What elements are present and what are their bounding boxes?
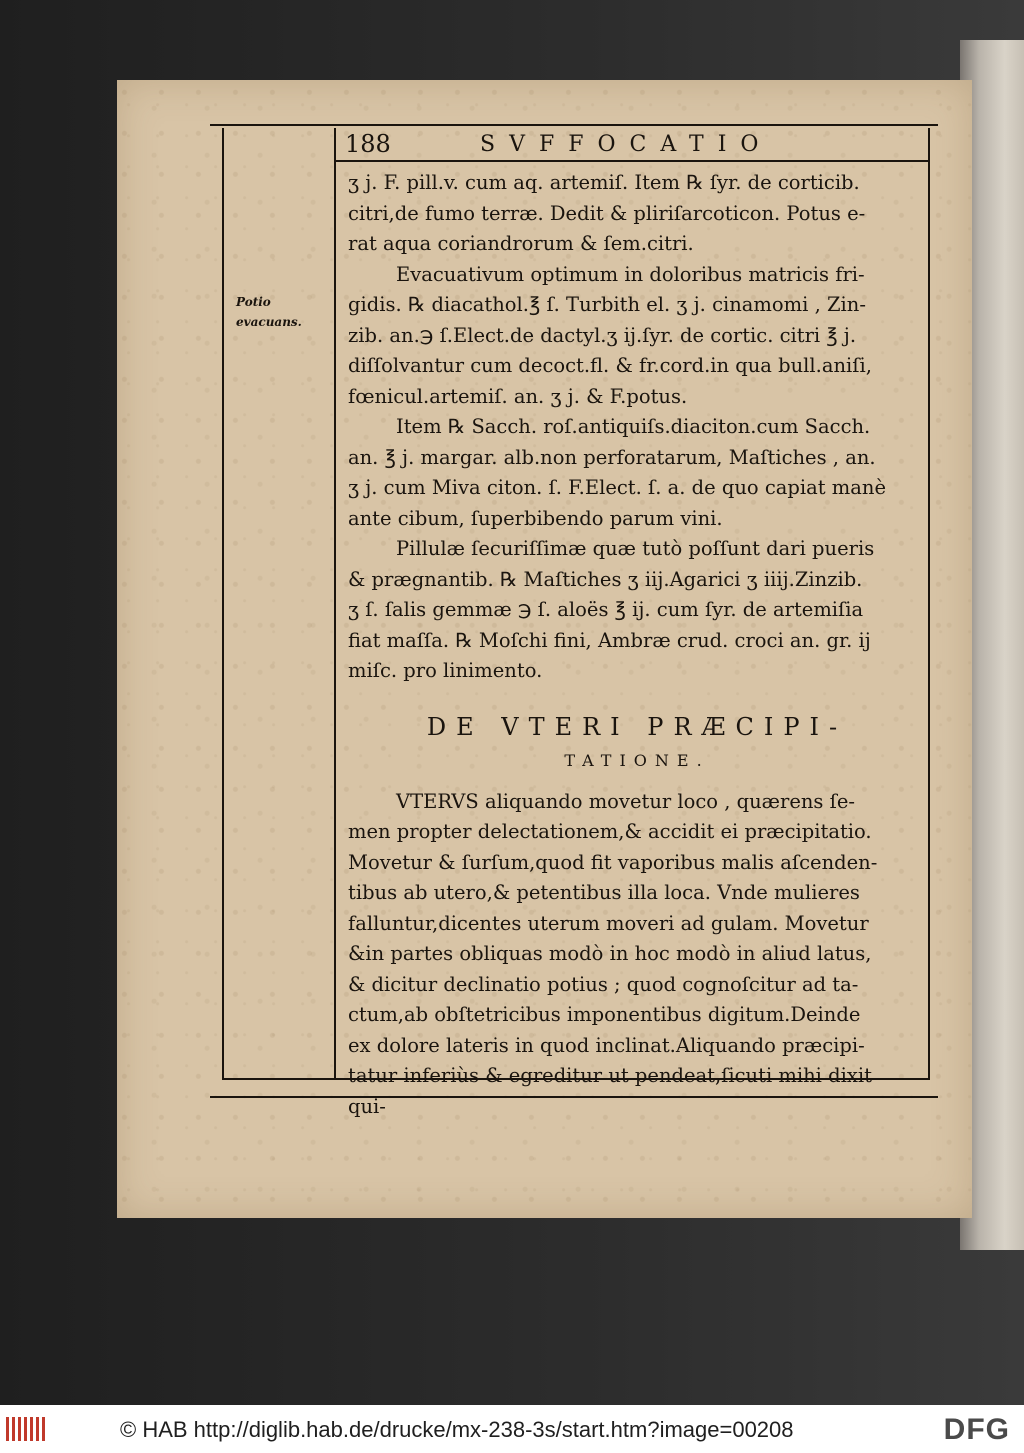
final-paragraph (348, 787, 926, 1092)
text-line: gidis. ℞ diacathol.℥ ſ. Turbith el. ʒ j. cinamomi , Zin- (348, 293, 866, 316)
text-line: men propter delectationem,& accidit ei præcipitatio. (348, 820, 872, 843)
text-line: diſſolvantur cum decoct.fl. & fr.cord.in qua bull.aniſi, (348, 354, 872, 377)
text-line: ante cibum, ſuperbibendo parum vini. (348, 506, 723, 530)
catchword: qui- (348, 1094, 386, 1118)
section-heading-continued: TATIONE. (564, 750, 710, 770)
text-line: Pillulæ ſecuriſſimæ quæ tutò poſſunt dari pueris (396, 537, 875, 560)
margin-rule-right (334, 128, 336, 1078)
paragraph (348, 534, 926, 687)
text-line: ʒ j. cum Miva citon. ſ. F.Elect. ſ. a. de quo capiat manè (348, 476, 887, 499)
text-line: Item ℞ Sacch. roſ.antiquiſs.diaciton.cum Sacch. (396, 415, 871, 438)
text-line: tatur inferiùs & egreditur ut pendeat,ſicuti mihi dixit (348, 1064, 872, 1087)
text-line: ʒ ſ. ſalis gemmæ ℈ ſ. aloës ℥ ij. cum ſyr. de artemiſia (348, 598, 864, 621)
frame-top-rule (210, 124, 938, 126)
text-block (348, 168, 926, 1122)
dfg-logo: DFG (943, 1413, 1010, 1446)
text-line: Evacuativum optimum in doloribus matricis fri- (396, 262, 865, 286)
text-line: rat aqua coriandrorum & ſem.citri. (348, 232, 694, 255)
text-line: zib. an.℈ ſ.Elect.de dactyl.ʒ ij.ſyr. de cortic. citri ℥ j. (348, 323, 857, 347)
text-line: &in partes obliquas modò in hoc modò in aliud latus, (348, 942, 872, 965)
running-header (345, 130, 925, 160)
page-number: 188 (345, 130, 391, 158)
text-line: ctum,ab obſtetricibus imponentibus digitum.Deinde (348, 1003, 861, 1026)
marginal-note: Potio evacuans. (236, 295, 302, 329)
paragraphs (348, 168, 926, 687)
section-heading: DE VTERI PRÆCIPI- (426, 712, 848, 741)
paragraph (348, 168, 926, 260)
text-line: VTERVS aliquando movetur loco , quærens ſe- (396, 789, 855, 813)
paragraph (348, 260, 926, 413)
header-rule (336, 160, 928, 162)
text-line: ʒ j. F. pill.v. cum aq. artemiſ. Item ℞ ſyr. de corticib. (348, 171, 860, 194)
text-line: citri,de fumo terræ. Dedit & pliriſarcoticon. Potus e- (348, 201, 866, 225)
text-line: ex dolore lateris in quod inclinat.Aliquando præcipi- (348, 1033, 865, 1057)
credit-link[interactable]: © HAB http://diglib.hab.de/drucke/mx-238-3s/start.htm?image=00208 (120, 1417, 794, 1442)
margin-rule-left (222, 128, 224, 1078)
text-block-rule-right (928, 128, 930, 1078)
running-title: SVFFOCATIO (480, 132, 773, 157)
paragraph (348, 412, 926, 534)
footer-bar (0, 1405, 1024, 1453)
text-line: fiat maſſa. ℞ Moſchi fini, Ambræ crud. croci an. gr. ij (348, 628, 871, 652)
text-line: an. ℥ j. margar. alb.non perforatarum, Maſtiches , an. (348, 445, 876, 469)
text-line: tibus ab utero,& petentibus illa loca. Vnde mulieres (348, 881, 860, 904)
text-line: & dicitur declinatio potius ; quod cognoſcitur ad ta- (348, 972, 859, 996)
text-line: & prægnantib. ℞ Maſtiches ʒ iij.Agarici ʒ iiij.Zinzib. (348, 567, 863, 591)
text-line: miſc. pro linimento. (348, 659, 543, 682)
text-line: Movetur & ſurſum,quod fit vaporibus malis aſcenden- (348, 850, 878, 874)
hab-barcode-logo-icon (6, 1417, 46, 1441)
text-line: falluntur,dicentes uterum moveri ad gulam. Movetur (348, 911, 869, 935)
text-line: fœnicul.artemiſ. an. ʒ j. & F.potus. (348, 384, 688, 408)
